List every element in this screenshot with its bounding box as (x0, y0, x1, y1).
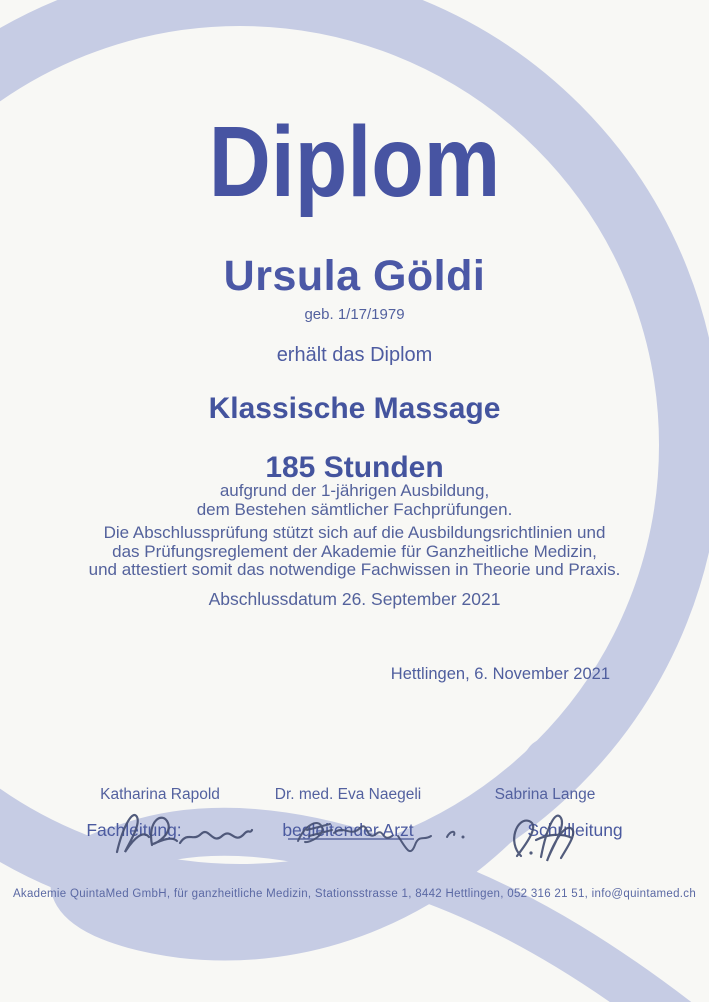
signatory-role: Fachleitung: (86, 820, 182, 840)
completion-date-line: Abschlussdatum 26. September 2021 (208, 589, 501, 609)
footer-address-line: Akademie QuintaMed GmbH, für ganzheitliche Medizin, Stationsstrasse 1, 8442 Hettlingen, 052 316 21 51, info@quintamed.ch (12, 888, 697, 900)
regulation-paragraph (0, 524, 709, 580)
regulation-line-2: das Prüfungsreglement der Akademie für Ganzheitliche Medizin, (112, 541, 597, 561)
signatory-name: Katharina Rapold (100, 786, 220, 803)
signatory-name: Sabrina Lange (494, 786, 596, 803)
hours-line: 185 Stunden (265, 451, 444, 484)
signatory-name: Dr. med. Eva Naegeli (274, 786, 422, 803)
diploma-title: Diplom (208, 106, 501, 218)
signatory-fachleitung (50, 786, 270, 841)
birth-date-line: geb. 1/17/1979 (304, 306, 405, 323)
award-line: erhält das Diplom (276, 344, 433, 366)
signatory-arzt (240, 786, 456, 841)
signatory-role: begleitender Arzt (282, 820, 414, 840)
regulation-line-3: und attestiert somit das notwendige Fachwissen in Theorie und Praxis. (88, 560, 621, 579)
basis-line-1: aufgrund der 1-jährigen Ausbildung, (219, 481, 490, 500)
regulation-line-1: Die Abschlussprüfung stützt sich auf die Ausbildungsrichtlinien und (103, 523, 606, 542)
place-date-line: Hettlingen, 6. November 2021 (390, 665, 610, 683)
subject-title: Klassische Massage (208, 392, 501, 425)
signatory-role: Schulleitung (527, 820, 623, 840)
basis-line-2: dem Bestehen sämtlicher Fachprüfungen. (196, 500, 513, 519)
basis-paragraph (0, 481, 709, 519)
recipient-name: Ursula Göldi (223, 252, 486, 300)
signatory-schulleitung (437, 786, 653, 841)
